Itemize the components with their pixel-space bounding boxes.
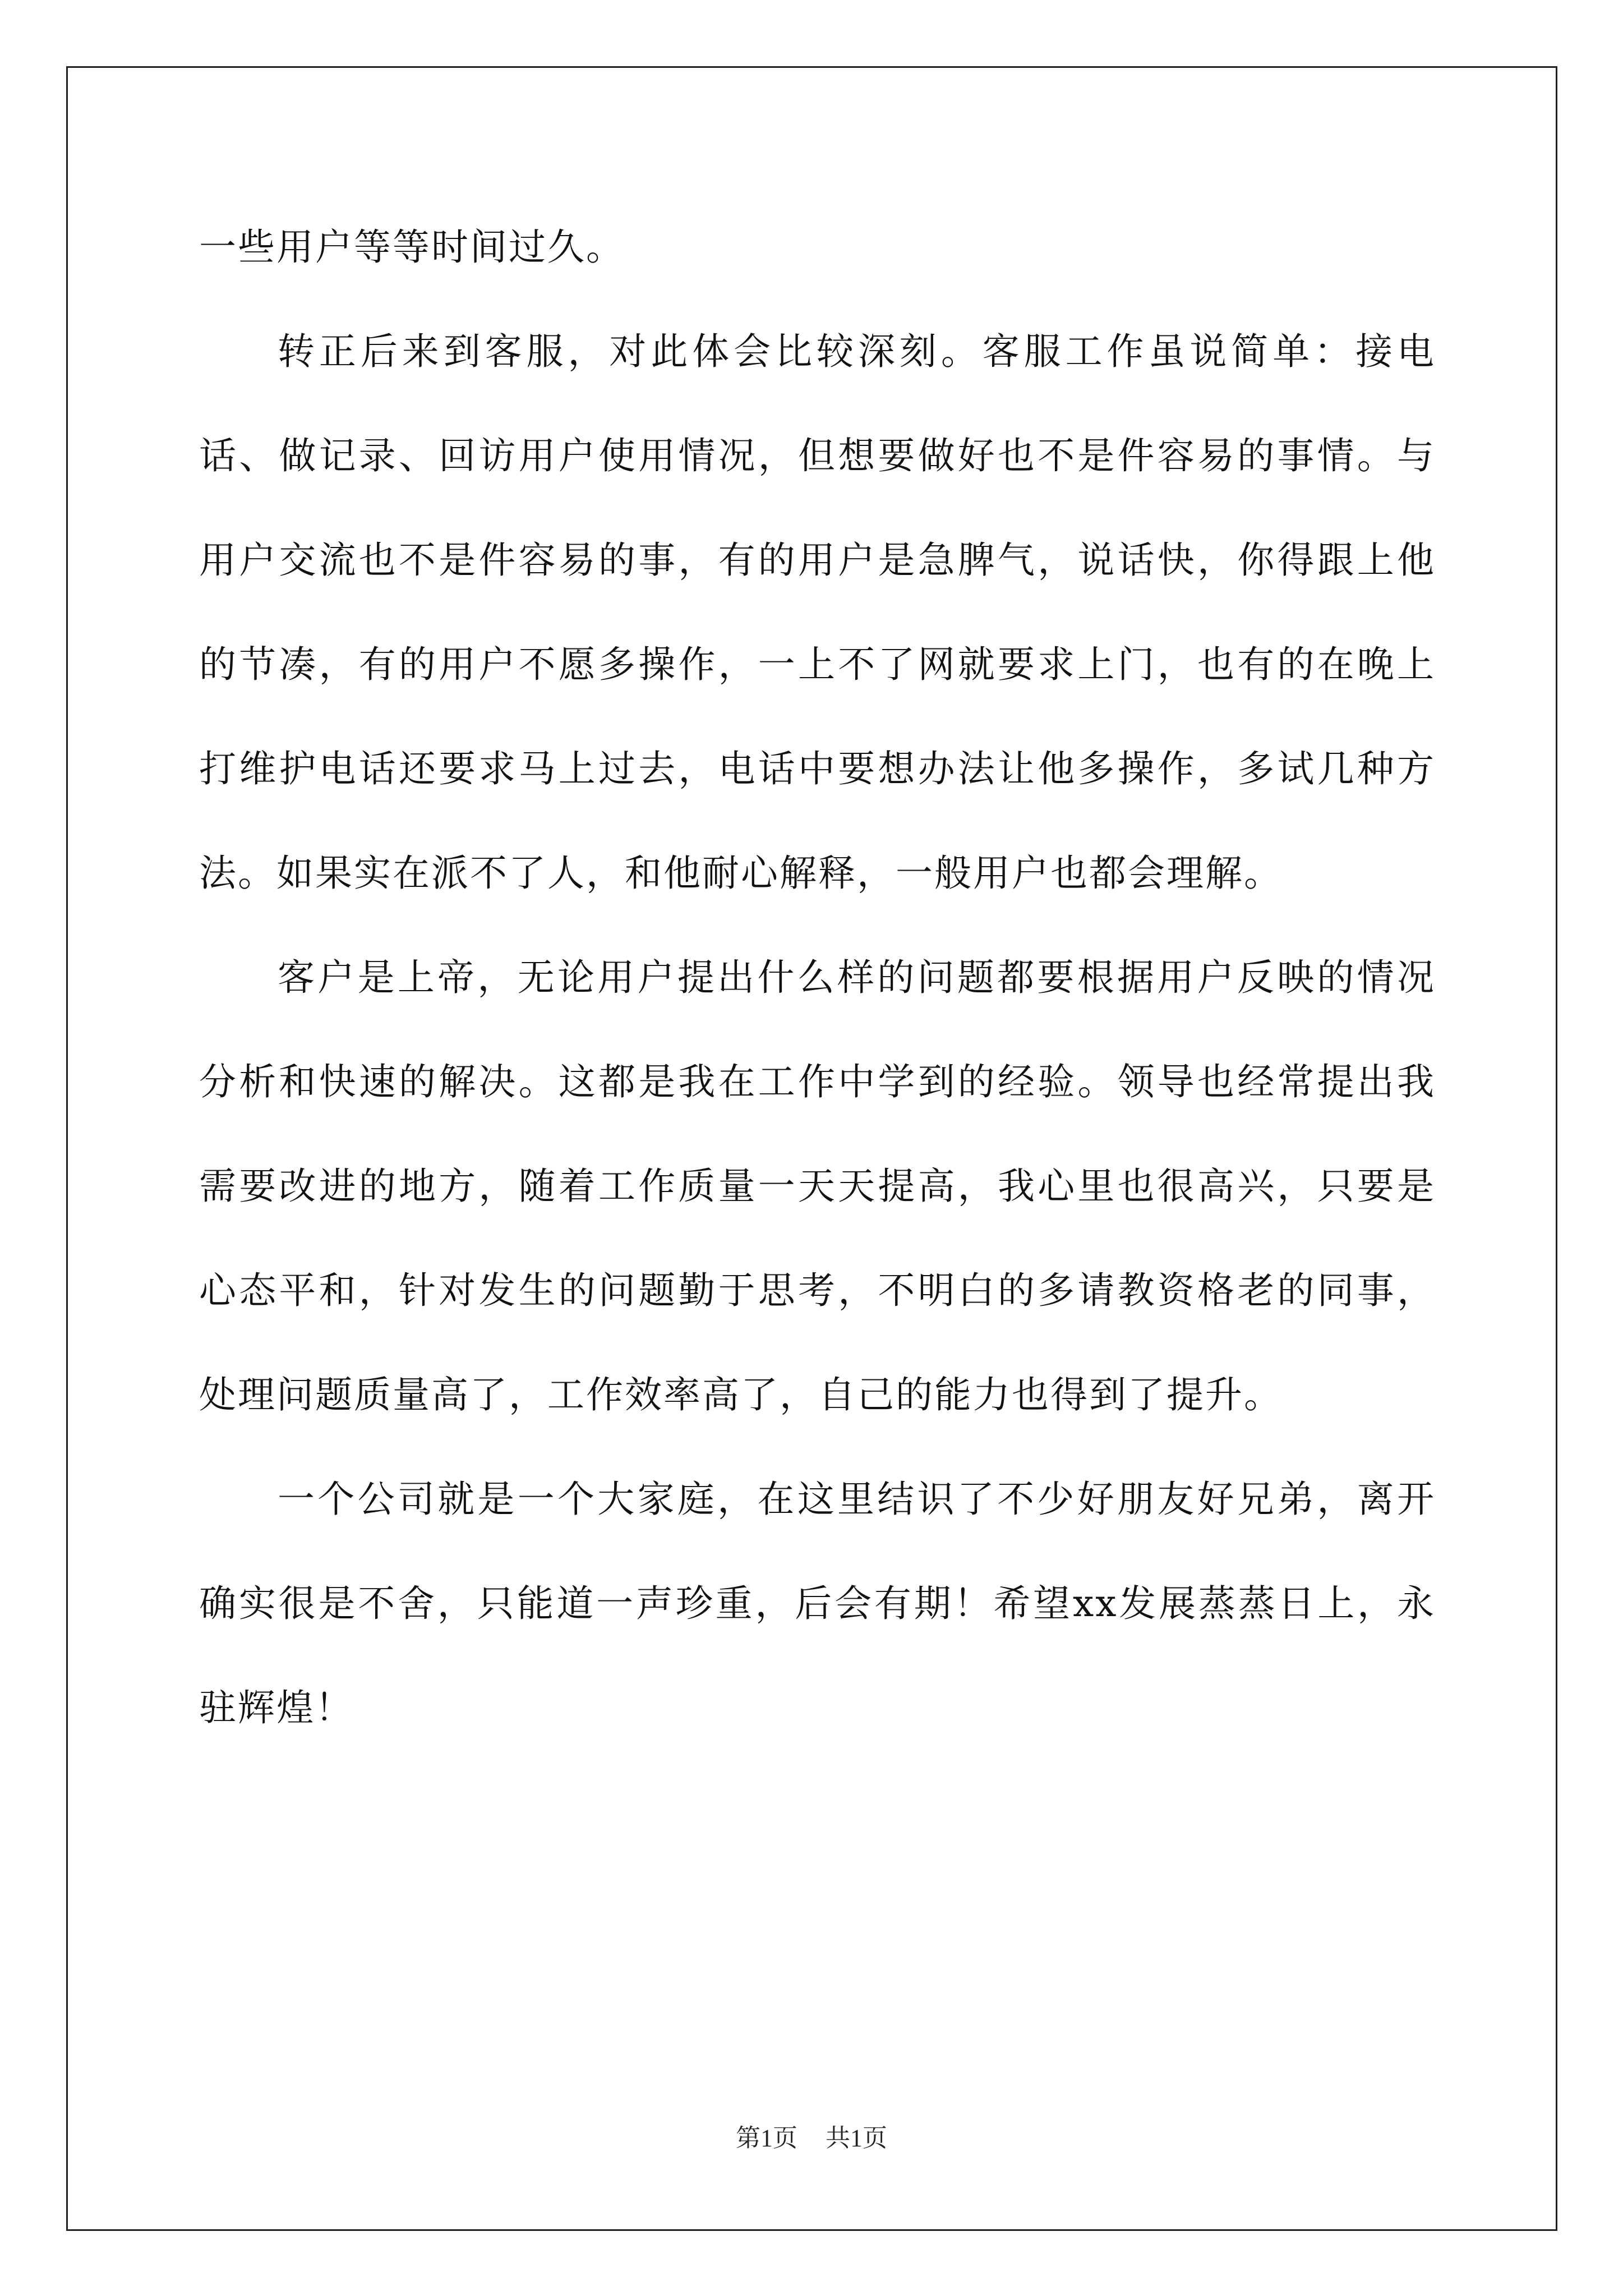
page-number-current: 第1页 bbox=[736, 2124, 797, 2152]
paragraph-2: 转正后来到客服，对此体会比较深刻。客服工作虽说简单：接电话、做记录、回访用户使用情况，但想要做好也不是件容易的事情。与用户交流也不是件容易的事，有的用户是急脾气，说话快，你得跟上他的节凑，有的用户不愿多操作，一上不了网就要求上门，也有的在晚上打维护电话还要求马上过去，电话中要想办法让他多操作，多试几种方法。如果实在派不了人，和他耐心解释，一般用户也都会理解。 bbox=[199, 330, 1436, 895]
paragraph-4: 一个公司就是一个大家庭，在这里结识了不少好朋友好兄弟，离开确实很是不舍，只能道一声珍重，后会有期！希望xx发展蒸蒸日上，永驻辉煌！ bbox=[199, 1478, 1436, 1729]
page-footer bbox=[0, 2122, 1623, 2155]
page-number-total: 共1页 bbox=[826, 2124, 887, 2152]
paragraph-3: 客户是上帝，无论用户提出什么样的问题都要根据用户反映的情况分析和快速的解决。这都是我在工作中学到的经验。领导也经常提出我需要改进的地方，随着工作质量一天天提高，我心里也很高兴，只要是心态平和，针对发生的问题勤于思考，不明白的多请教资格老的同事，处理问题质量高了，工作效率高了，自己的能力也得到了提升。 bbox=[199, 956, 1436, 1416]
document-body bbox=[199, 195, 1436, 1760]
paragraph-1: 一些用户等等时间过久。 bbox=[199, 226, 625, 269]
